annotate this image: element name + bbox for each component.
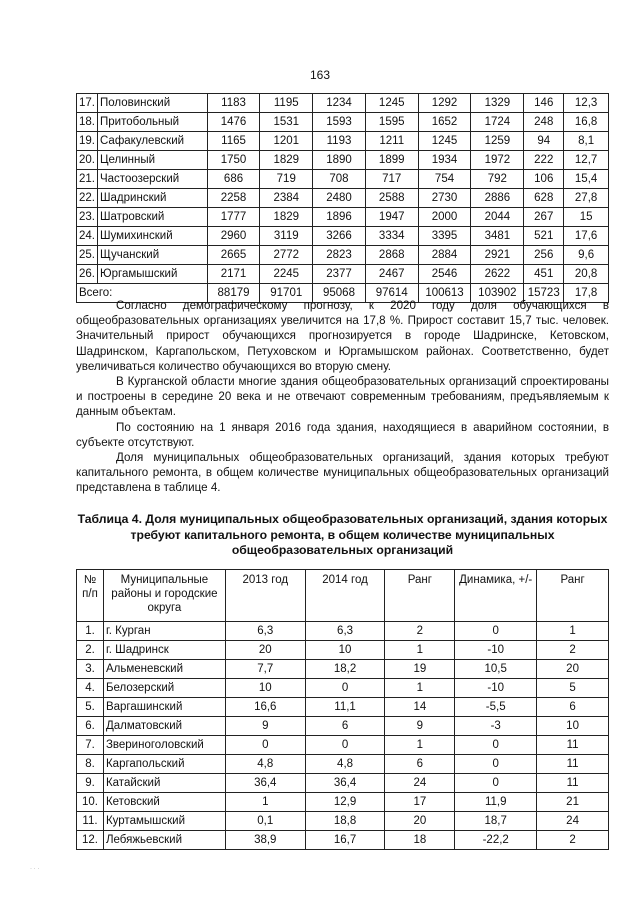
district-name: Половинский (98, 94, 208, 113)
header-rank-2: Ранг (537, 570, 609, 622)
row-number: 18. (77, 113, 98, 132)
value-cell: 9,6 (564, 246, 609, 265)
total-value: 91701 (260, 284, 313, 303)
y2013-cell: 20 (225, 641, 305, 660)
district-name: Катайский (103, 774, 225, 793)
paragraph: Согласно демографическому прогнозу, к 2020 году доля обучающихся в общеобразовательных организациях увеличится на 17,8 %. Прирост составит 15,7 тыс. человек. Значительный прирост обучающихся прогнозируется в городе Шадринске, Кетовском, Шадринском, Каргапольском, Петуховском и Юргамышском районах. Соответственно, будет увеличиваться количество обучающихся во вторую смену. (76, 299, 609, 373)
rank1-cell: 1 (385, 679, 455, 698)
value-cell: 2588 (365, 189, 418, 208)
enrollment-forecast-table (76, 93, 609, 303)
rank1-cell: 24 (385, 774, 455, 793)
value-cell: 2000 (418, 208, 471, 227)
y2014-cell: 36,4 (305, 774, 385, 793)
y2013-cell: 6,3 (225, 622, 305, 641)
value-cell: 2772 (260, 246, 313, 265)
table-row (77, 151, 609, 170)
rank1-cell: 1 (385, 736, 455, 755)
row-number: 6. (77, 717, 104, 736)
total-value: 88179 (207, 284, 260, 303)
table-row (77, 170, 609, 189)
value-cell: 15 (564, 208, 609, 227)
scan-mark: · · · (30, 866, 40, 872)
y2013-cell: 16,6 (225, 698, 305, 717)
value-cell: 2258 (207, 189, 260, 208)
value-cell: 1329 (471, 94, 524, 113)
value-cell: 15,4 (564, 170, 609, 189)
rank2-cell: 11 (537, 736, 609, 755)
y2014-cell: 18,2 (305, 660, 385, 679)
row-number: 2. (77, 641, 104, 660)
row-number: 9. (77, 774, 104, 793)
value-cell: 1972 (471, 151, 524, 170)
row-number: 11. (77, 812, 104, 831)
rank1-cell: 20 (385, 812, 455, 831)
header-dynamics: Динамика, +/- (455, 570, 537, 622)
row-number: 17. (77, 94, 98, 113)
value-cell: 2044 (471, 208, 524, 227)
row-number: 23. (77, 208, 98, 227)
rank2-cell: 5 (537, 679, 609, 698)
district-name: Далматовский (103, 717, 225, 736)
y2014-cell: 4,8 (305, 755, 385, 774)
value-cell: 1201 (260, 132, 313, 151)
paragraph: В Курганской области многие здания общеобразовательных организаций спроектированы и построены в середине 20 века и не отвечают современным требованиям, предъявляемым к данным объектам. (76, 375, 609, 419)
value-cell: 1724 (471, 113, 524, 132)
y2013-cell: 4,8 (225, 755, 305, 774)
value-cell: 1750 (207, 151, 260, 170)
value-cell: 708 (313, 170, 366, 189)
y2014-cell: 16,7 (305, 831, 385, 850)
value-cell: 521 (524, 227, 564, 246)
district-name: Шадринский (98, 189, 208, 208)
value-cell: 2886 (471, 189, 524, 208)
district-name: Шатровский (98, 208, 208, 227)
value-cell: 1896 (313, 208, 366, 227)
dynamics-cell: -10 (455, 641, 537, 660)
value-cell: 2480 (313, 189, 366, 208)
value-cell: 2730 (418, 189, 471, 208)
value-cell: 17,6 (564, 227, 609, 246)
value-cell: 1183 (207, 94, 260, 113)
header-rank: Ранг (385, 570, 455, 622)
table-row (77, 641, 609, 660)
value-cell: 1259 (471, 132, 524, 151)
table-row (77, 793, 609, 812)
value-cell: 3395 (418, 227, 471, 246)
table-row (77, 755, 609, 774)
body-text (76, 298, 609, 496)
value-cell: 2823 (313, 246, 366, 265)
table-row (77, 265, 609, 284)
header-num: № п/п (77, 570, 104, 622)
value-cell: 792 (471, 170, 524, 189)
value-cell: 3266 (313, 227, 366, 246)
dynamics-cell: 11,9 (455, 793, 537, 812)
district-name: Сафакулевский (98, 132, 208, 151)
value-cell: 1245 (365, 94, 418, 113)
value-cell: 2546 (418, 265, 471, 284)
table-row (77, 94, 609, 113)
value-cell: 1652 (418, 113, 471, 132)
y2014-cell: 0 (305, 736, 385, 755)
table-4 (76, 569, 609, 850)
value-cell: 1165 (207, 132, 260, 151)
value-cell: 94 (524, 132, 564, 151)
value-cell: 1829 (260, 208, 313, 227)
district-name: Лебяжьевский (103, 831, 225, 850)
y2013-cell: 36,4 (225, 774, 305, 793)
table-row (77, 132, 609, 151)
row-number: 4. (77, 679, 104, 698)
value-cell: 1234 (313, 94, 366, 113)
total-value: 95068 (313, 284, 366, 303)
table-row (77, 189, 609, 208)
value-cell: 2171 (207, 265, 260, 284)
value-cell: 2377 (313, 265, 366, 284)
total-value: 15723 (524, 284, 564, 303)
rank2-cell: 11 (537, 774, 609, 793)
y2013-cell: 1 (225, 793, 305, 812)
value-cell: 717 (365, 170, 418, 189)
table-row (77, 774, 609, 793)
value-cell: 1292 (418, 94, 471, 113)
district-name: Частоозерский (98, 170, 208, 189)
district-name: Притобольный (98, 113, 208, 132)
rank2-cell: 24 (537, 812, 609, 831)
paragraph: Доля муниципальных общеобразовательных организаций, здания которых требуют капитального ремонта, в общем количестве муниципальных общеобразовательных организаций представлена в таблице 4. (76, 451, 609, 495)
y2014-cell: 6,3 (305, 622, 385, 641)
value-cell: 256 (524, 246, 564, 265)
value-cell: 1829 (260, 151, 313, 170)
table-row (77, 622, 609, 641)
value-cell: 1531 (260, 113, 313, 132)
value-cell: 2245 (260, 265, 313, 284)
value-cell: 2868 (365, 246, 418, 265)
table-row (77, 660, 609, 679)
district-name: Звериноголовский (103, 736, 225, 755)
header-2014: 2014 год (305, 570, 385, 622)
row-number: 8. (77, 755, 104, 774)
dynamics-cell: 18,7 (455, 812, 537, 831)
y2013-cell: 38,9 (225, 831, 305, 850)
value-cell: 2384 (260, 189, 313, 208)
table-row (77, 246, 609, 265)
row-number: 10. (77, 793, 104, 812)
rank2-cell: 2 (537, 641, 609, 660)
rank1-cell: 6 (385, 755, 455, 774)
district-name: Альменевский (103, 660, 225, 679)
total-value: 100613 (418, 284, 471, 303)
value-cell: 2622 (471, 265, 524, 284)
district-name: Целинный (98, 151, 208, 170)
value-cell: 1777 (207, 208, 260, 227)
table-row (77, 113, 609, 132)
value-cell: 2884 (418, 246, 471, 265)
value-cell: 3119 (260, 227, 313, 246)
dynamics-cell: -5,5 (455, 698, 537, 717)
value-cell: 1193 (313, 132, 366, 151)
y2014-cell: 10 (305, 641, 385, 660)
value-cell: 8,1 (564, 132, 609, 151)
rank2-cell: 10 (537, 717, 609, 736)
district-name: Каргапольский (103, 755, 225, 774)
value-cell: 1890 (313, 151, 366, 170)
value-cell: 106 (524, 170, 564, 189)
value-cell: 2467 (365, 265, 418, 284)
rank1-cell: 1 (385, 641, 455, 660)
value-cell: 222 (524, 151, 564, 170)
row-number: 1. (77, 622, 104, 641)
total-value: 103902 (471, 284, 524, 303)
rank2-cell: 21 (537, 793, 609, 812)
value-cell: 146 (524, 94, 564, 113)
dynamics-cell: 0 (455, 736, 537, 755)
value-cell: 451 (524, 265, 564, 284)
rank2-cell: 2 (537, 831, 609, 850)
y2013-cell: 9 (225, 717, 305, 736)
value-cell: 12,3 (564, 94, 609, 113)
value-cell: 1211 (365, 132, 418, 151)
row-number: 3. (77, 660, 104, 679)
district-name: Куртамышский (103, 812, 225, 831)
row-number: 20. (77, 151, 98, 170)
district-name: г. Шадринск (103, 641, 225, 660)
district-name: Шумихинский (98, 227, 208, 246)
y2013-cell: 10 (225, 679, 305, 698)
dynamics-cell: 0 (455, 774, 537, 793)
value-cell: 1595 (365, 113, 418, 132)
y2014-cell: 0 (305, 679, 385, 698)
table-row (77, 679, 609, 698)
dynamics-cell: 0 (455, 755, 537, 774)
dynamics-cell: 0 (455, 622, 537, 641)
rank1-cell: 14 (385, 698, 455, 717)
rank2-cell: 20 (537, 660, 609, 679)
y2014-cell: 12,9 (305, 793, 385, 812)
row-number: 22. (77, 189, 98, 208)
value-cell: 1476 (207, 113, 260, 132)
header-district: Муниципальные районы и городские округа (103, 570, 225, 622)
table-4-title: Таблица 4. Доля муниципальных общеобразовательных организаций, здания которых требуют капитального ремонта, в общем количестве муниципальных общеобразовательных организаций (77, 512, 608, 557)
value-cell: 1934 (418, 151, 471, 170)
value-cell: 3334 (365, 227, 418, 246)
value-cell: 27,8 (564, 189, 609, 208)
table-row (77, 812, 609, 831)
rank2-cell: 1 (537, 622, 609, 641)
value-cell: 1245 (418, 132, 471, 151)
district-name: Кетовский (103, 793, 225, 812)
paragraph: По состоянию на 1 января 2016 года здания, находящиеся в аварийном состоянии, в субъекте отсутствуют. (76, 420, 609, 449)
table-row (77, 227, 609, 246)
value-cell: 2960 (207, 227, 260, 246)
row-number: 25. (77, 246, 98, 265)
total-value: 17,8 (564, 284, 609, 303)
table-row (77, 831, 609, 850)
y2013-cell: 0,1 (225, 812, 305, 831)
value-cell: 12,7 (564, 151, 609, 170)
row-number: 21. (77, 170, 98, 189)
district-name: г. Курган (103, 622, 225, 641)
table-row (77, 698, 609, 717)
dynamics-cell: -10 (455, 679, 537, 698)
table-row (77, 208, 609, 227)
row-number: 12. (77, 831, 104, 850)
district-name: Щучанский (98, 246, 208, 265)
district-name: Варгашинский (103, 698, 225, 717)
value-cell: 1947 (365, 208, 418, 227)
page-number: 163 (309, 68, 331, 82)
rank1-cell: 9 (385, 717, 455, 736)
rank1-cell: 18 (385, 831, 455, 850)
rank2-cell: 11 (537, 755, 609, 774)
district-name: Белозерский (103, 679, 225, 698)
total-value: 97614 (365, 284, 418, 303)
value-cell: 2921 (471, 246, 524, 265)
y2013-cell: 0 (225, 736, 305, 755)
value-cell: 20,8 (564, 265, 609, 284)
row-number: 7. (77, 736, 104, 755)
rank2-cell: 6 (537, 698, 609, 717)
header-2013: 2013 год (225, 570, 305, 622)
value-cell: 1593 (313, 113, 366, 132)
y2014-cell: 11,1 (305, 698, 385, 717)
value-cell: 248 (524, 113, 564, 132)
rank1-cell: 19 (385, 660, 455, 679)
y2013-cell: 7,7 (225, 660, 305, 679)
row-number: 26. (77, 265, 98, 284)
value-cell: 719 (260, 170, 313, 189)
value-cell: 267 (524, 208, 564, 227)
value-cell: 2665 (207, 246, 260, 265)
row-number: 5. (77, 698, 104, 717)
value-cell: 1195 (260, 94, 313, 113)
dynamics-cell: 10,5 (455, 660, 537, 679)
total-label: Всего: (77, 284, 208, 303)
value-cell: 3481 (471, 227, 524, 246)
value-cell: 628 (524, 189, 564, 208)
row-number: 24. (77, 227, 98, 246)
value-cell: 1899 (365, 151, 418, 170)
value-cell: 16,8 (564, 113, 609, 132)
value-cell: 686 (207, 170, 260, 189)
table-row (77, 736, 609, 755)
value-cell: 754 (418, 170, 471, 189)
dynamics-cell: -3 (455, 717, 537, 736)
rank1-cell: 2 (385, 622, 455, 641)
y2014-cell: 6 (305, 717, 385, 736)
district-name: Юргамышский (98, 265, 208, 284)
row-number: 19. (77, 132, 98, 151)
y2014-cell: 18,8 (305, 812, 385, 831)
table-row (77, 717, 609, 736)
dynamics-cell: -22,2 (455, 831, 537, 850)
rank1-cell: 17 (385, 793, 455, 812)
